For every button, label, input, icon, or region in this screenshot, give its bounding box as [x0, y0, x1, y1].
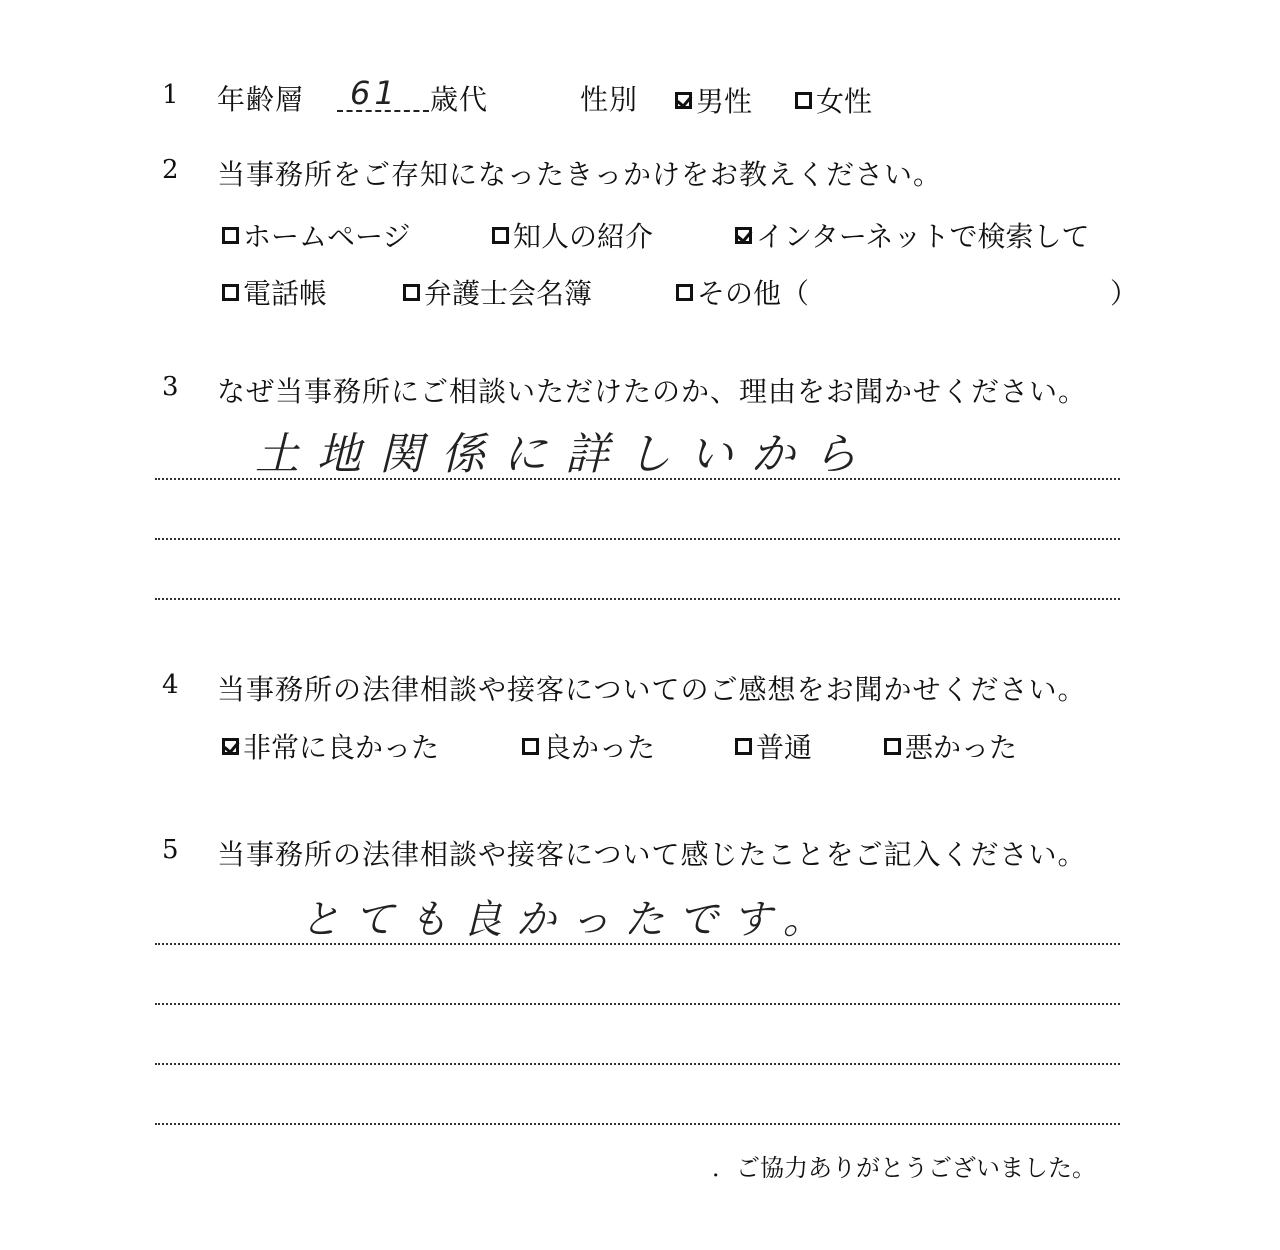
q3-question: なぜ当事務所にご相談いただけたのか、理由をお聞かせください。 — [217, 375, 1088, 408]
age-underline — [337, 110, 429, 112]
q3-answer[interactable]: 土地関係に詳しいから — [255, 429, 875, 480]
option-label: インターネットで検索して — [756, 220, 1090, 253]
option-label: ホームページ — [243, 220, 411, 253]
answer-line — [155, 1003, 1120, 1005]
option-very-good[interactable] — [222, 726, 439, 766]
q2-question: 当事務所をご存知になったきっかけをお教えください。 — [217, 158, 943, 191]
option-label: 悪かった — [905, 731, 1018, 764]
checkbox[interactable] — [222, 227, 239, 244]
option-phonebook[interactable] — [222, 272, 327, 312]
option-label: 非常に良かった — [243, 731, 440, 764]
checkbox[interactable] — [884, 738, 901, 755]
option-good[interactable] — [522, 726, 655, 766]
age-value[interactable]: 61 — [350, 74, 399, 112]
checkbox[interactable] — [492, 227, 509, 244]
option-label: 普通 — [756, 731, 813, 764]
option-average[interactable] — [735, 726, 812, 766]
q5-question: 当事務所の法律相談や接客について感じたことをご記入ください。 — [217, 838, 1087, 871]
q4-number: 4 — [162, 670, 179, 700]
checkbox[interactable] — [403, 284, 420, 301]
q5-number: 5 — [162, 835, 179, 865]
q2-number: 2 — [162, 155, 179, 185]
option-acquaintance[interactable] — [492, 215, 653, 255]
option-bad[interactable] — [884, 726, 1017, 766]
age-label: 年齢層 — [217, 83, 305, 116]
checkbox-checked[interactable] — [735, 227, 752, 244]
answer-line — [155, 1123, 1120, 1125]
answer-line — [155, 598, 1120, 600]
option-bar-directory[interactable] — [403, 272, 592, 312]
other-close-paren: ） — [1110, 277, 1140, 310]
gender-option-male[interactable] — [675, 80, 752, 120]
option-label: 知人の紹介 — [513, 220, 654, 253]
option-label: 電話帳 — [243, 277, 328, 310]
checkbox[interactable] — [676, 284, 693, 301]
q5-answer[interactable]: とても良かったです。 — [300, 897, 837, 943]
gender-option-female[interactable] — [795, 80, 872, 120]
answer-line — [155, 538, 1120, 540]
checkbox[interactable] — [735, 738, 752, 755]
option-label: 女性 — [816, 85, 873, 118]
option-homepage[interactable] — [222, 215, 410, 255]
answer-line — [155, 943, 1120, 945]
age-suffix: 歳代 — [430, 83, 489, 116]
option-label: その他（ — [697, 277, 810, 310]
q1-number: 1 — [162, 80, 179, 110]
option-label: 弁護士会名簿 — [424, 277, 593, 310]
option-label: 男性 — [696, 85, 753, 118]
gender-label: 性別 — [580, 83, 639, 116]
checkbox-checked[interactable] — [675, 92, 692, 109]
option-other[interactable] — [676, 272, 809, 312]
option-label: 良かった — [543, 731, 656, 764]
checkbox[interactable] — [522, 738, 539, 755]
option-internet-search[interactable] — [735, 215, 1089, 255]
checkbox-checked[interactable] — [222, 738, 239, 755]
thanks-message: ．ご協力ありがとうございました。 — [712, 1154, 1096, 1182]
q3-number: 3 — [162, 372, 179, 402]
checkbox[interactable] — [222, 284, 239, 301]
q4-question: 当事務所の法律相談や接客についてのご感想をお聞かせください。 — [217, 673, 1087, 706]
checkbox[interactable] — [795, 92, 812, 109]
answer-line — [155, 478, 1120, 480]
answer-line — [155, 1063, 1120, 1065]
